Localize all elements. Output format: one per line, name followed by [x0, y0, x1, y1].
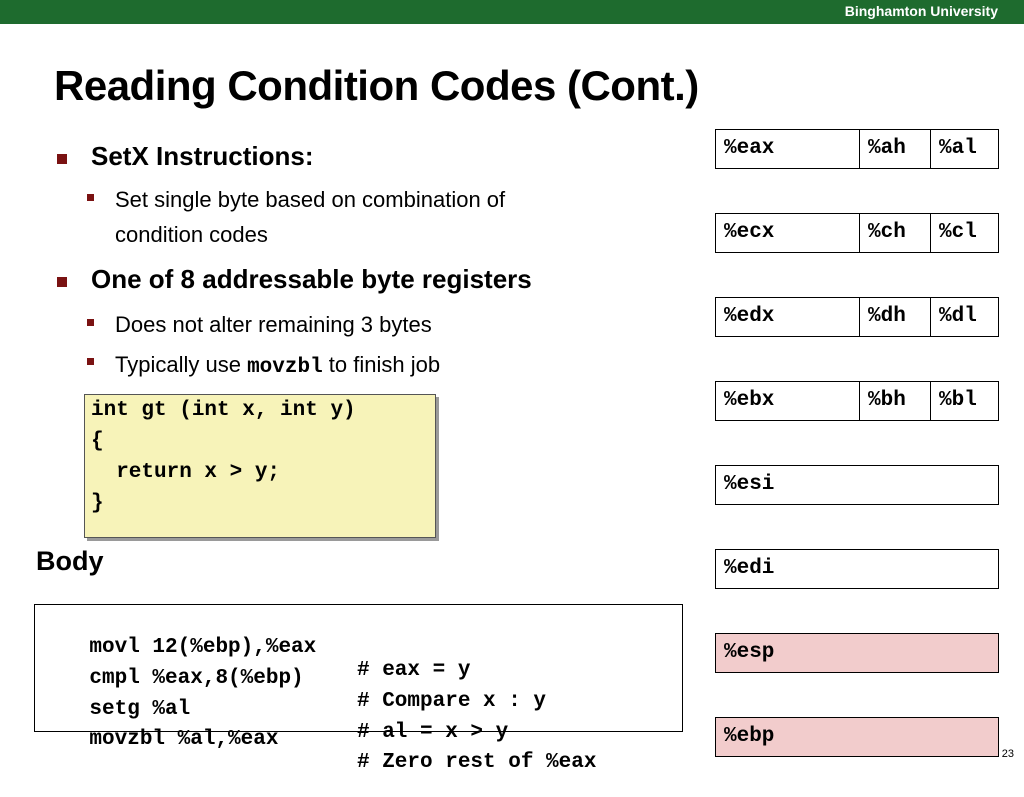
register-ebx: [715, 381, 999, 421]
register-eax: [715, 129, 999, 169]
c-code-box: [84, 394, 436, 538]
register-high-byte: %bh: [859, 382, 930, 420]
register-name: %ebp: [724, 725, 775, 748]
bullet-square-icon: [57, 277, 67, 287]
sub-bullet-set-byte: [115, 182, 505, 252]
sub-bullet-movzbl: [115, 347, 440, 385]
code-line: int gt (int x, int y): [91, 399, 356, 422]
register-high-byte: %dh: [859, 298, 930, 336]
movzbl-code: movzbl: [247, 356, 323, 379]
register-low-byte: %bl: [930, 382, 999, 420]
register-name: %ecx: [724, 221, 775, 244]
assembly-box: [34, 604, 683, 774]
register-name: %edx: [724, 305, 775, 328]
register-low-byte: %dl: [930, 298, 999, 336]
register-high-byte: %ah: [859, 130, 930, 168]
bullet-byte-registers: One of 8 addressable byte registers: [91, 264, 532, 294]
code-line: }: [91, 492, 104, 515]
sub-bullet-line1: Set single byte based on combination of: [115, 187, 506, 212]
asm-instr: setg %al: [89, 698, 191, 721]
register-low-byte: %cl: [930, 214, 999, 252]
asm-instr: movzbl %al,%eax: [89, 728, 279, 751]
sub-bullet-square-icon: [87, 358, 94, 365]
register-ecx: [715, 213, 999, 253]
page-number: 23: [1001, 748, 1014, 760]
register-edi: [715, 549, 999, 589]
header-bar: [0, 0, 1024, 24]
asm-comment: # Zero rest of %eax: [357, 751, 597, 774]
bullet-setx: SetX Instructions:: [91, 141, 314, 171]
register-name: %ebx: [724, 389, 775, 412]
register-name: %eax: [724, 137, 775, 160]
university-name: Binghamton University: [844, 3, 998, 19]
register-name: %esi: [724, 473, 775, 496]
register-name: %edi: [724, 557, 775, 580]
asm-comment: # Compare x : y: [357, 690, 547, 713]
sub-bullet-square-icon: [87, 319, 94, 326]
code-line: return x > y;: [91, 461, 281, 484]
movzbl-pre: Typically use: [115, 352, 248, 377]
register-low-byte: %al: [930, 130, 999, 168]
sub-bullet-line2: condition codes: [115, 222, 268, 247]
register-esp: [715, 633, 999, 673]
asm-comment: # eax = y: [357, 659, 471, 682]
slide-title: Reading Condition Codes (Cont.): [54, 62, 699, 109]
register-high-byte: %ch: [859, 214, 930, 252]
register-name: %esp: [724, 641, 775, 664]
sub-bullet-does-not-alter: Does not alter remaining 3 bytes: [115, 312, 432, 337]
asm-instr: movl 12(%ebp),%eax: [89, 636, 317, 659]
register-ebp: [715, 717, 999, 757]
register-esi: [715, 465, 999, 505]
asm-comment: # al = x > y: [357, 721, 509, 744]
body-label: Body: [36, 546, 104, 576]
register-edx: [715, 297, 999, 337]
sub-bullet-square-icon: [87, 194, 94, 201]
movzbl-post: to finish job: [322, 352, 441, 377]
asm-instr: cmpl %eax,8(%ebp): [89, 667, 304, 690]
bullet-square-icon: [57, 154, 67, 164]
code-line: {: [91, 430, 104, 453]
